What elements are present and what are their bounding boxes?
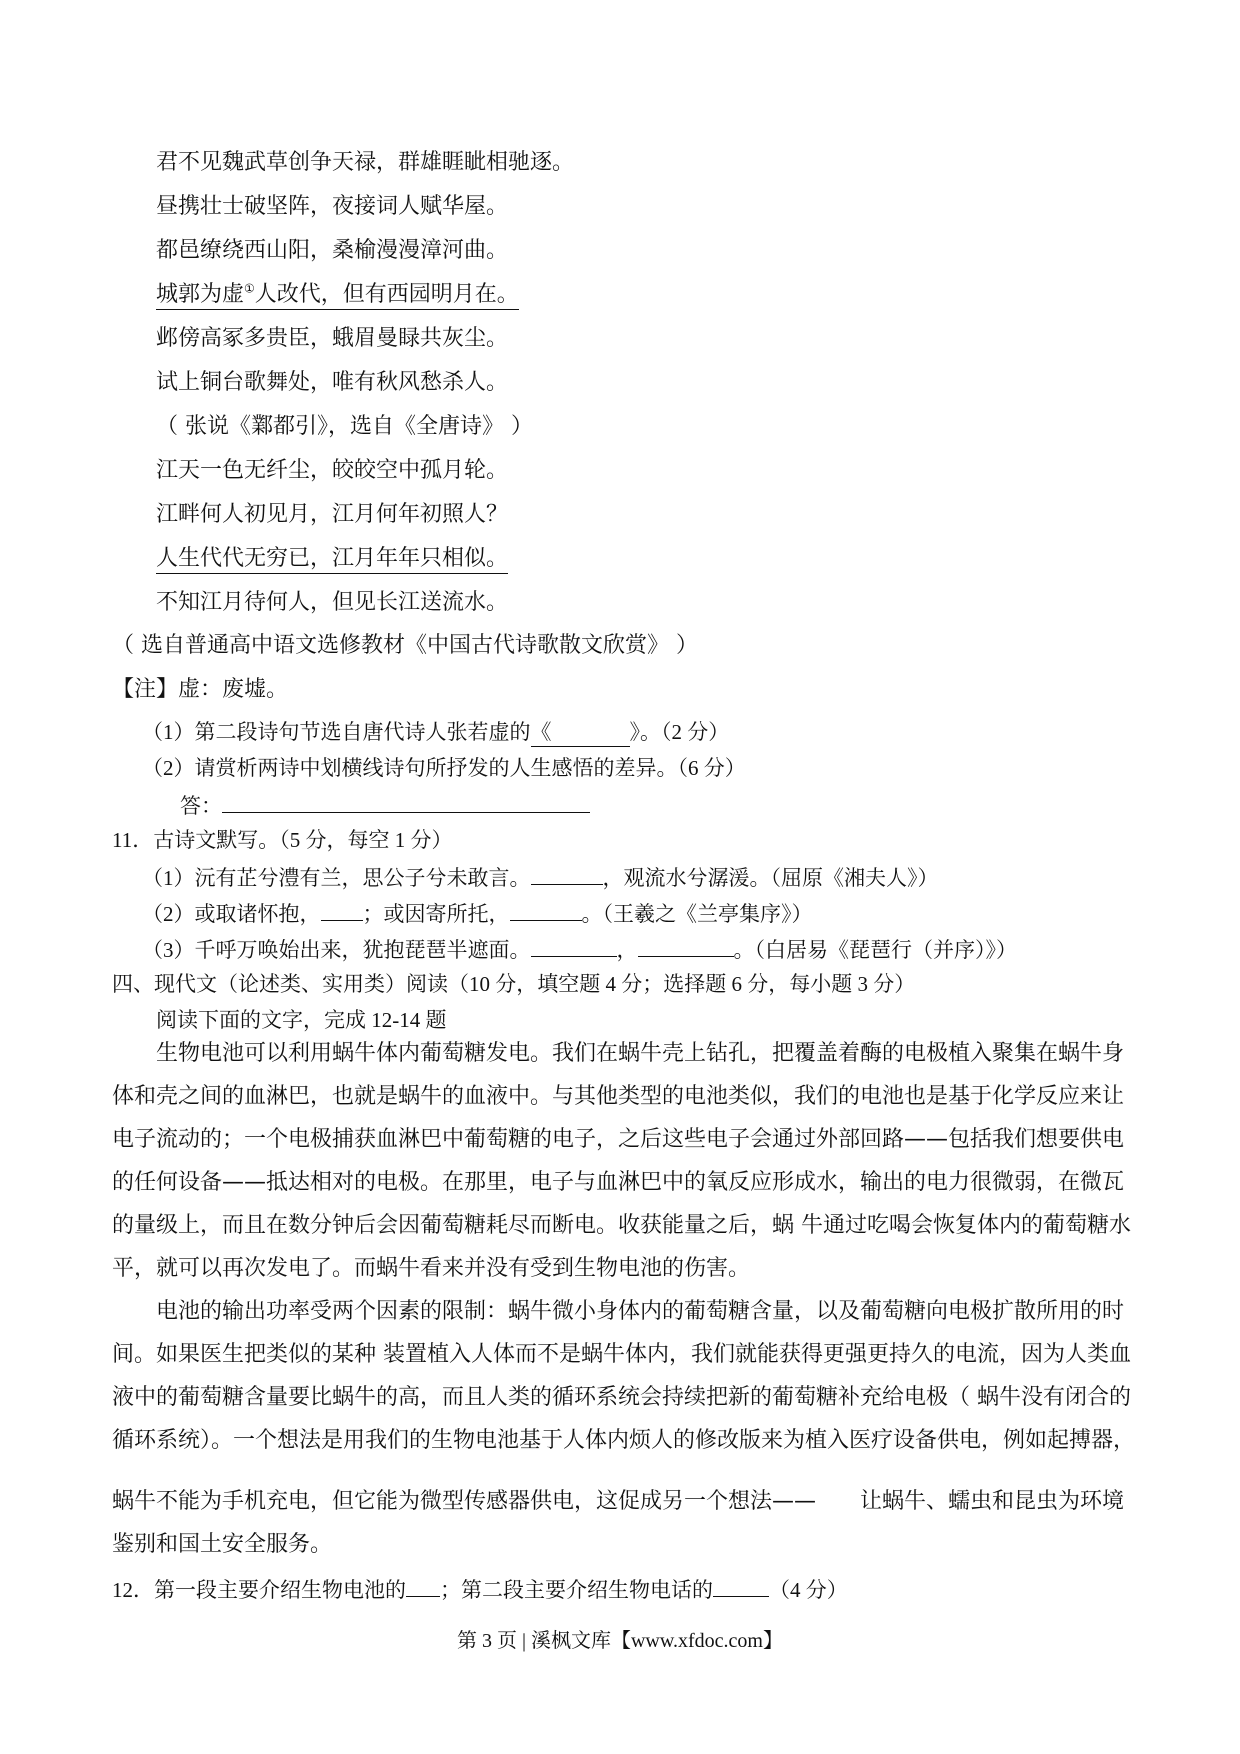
poem1-line-4-underlined	[156, 282, 519, 310]
footnote: 【注】虚：废墟。	[112, 677, 289, 702]
section4-instruction: 阅读下面的文字，完成 12-14 题	[156, 1008, 447, 1032]
q11-sub2-blank-1[interactable]	[321, 900, 363, 921]
q11-sub3-mid: ，	[616, 938, 638, 962]
q11-sub1	[142, 864, 939, 891]
q11-sub1-blank[interactable]	[531, 864, 603, 885]
poem1-line-3: 都邑缭绕西山阳，桑榆漫漫漳河曲。	[156, 238, 509, 263]
article-paragraph-1	[112, 1032, 1132, 1290]
article-p1-line-1: 生物电池可以利用蜗牛体内葡萄糖发电。我们在蜗牛壳上钻孔，把覆盖着酶的电极植入聚集在蜗牛身	[156, 1041, 1125, 1066]
q11-sub2-blank-2[interactable]	[510, 900, 582, 921]
q11-sub2-mid: ；或因寄所托，	[362, 902, 510, 926]
q10-sub1-tail: 》。（2 分）	[629, 720, 730, 744]
poem1-line-5: 邺傍高冢多贵臣，蛾眉曼睩共灰尘。	[156, 326, 509, 351]
article-p2-line-3: 液中的葡萄糖含量要比蜗牛的高，而且人类的循环系统会持续把新的葡萄糖补充给电极（ 蜗牛没有闭合的	[112, 1385, 1131, 1410]
article-p2-line-4: 循环系统）。一个想法是用我们的生物电池基于人体内烦人的修改版来为植入医疗设备供电，例如起搏器，	[112, 1428, 1136, 1453]
q10-answer	[180, 792, 590, 819]
answer-label: 答：	[180, 794, 222, 818]
poem1-line-4	[156, 282, 519, 309]
poem2-line-1: 江天一色无纤尘，皎皎空中孤月轮。	[156, 458, 509, 483]
q11-sub3-text: （3）千呼万唤始出来，犹抱琵琶半遮面。	[142, 938, 531, 962]
article-p1-line-3: 电子流动的；一个电极捕获血淋巴中葡萄糖的电子，之后这些电子会通过外部回路——包括我们想要供电	[112, 1127, 1125, 1152]
q10-sub2: （2）请赏析两诗中划横线诗句所抒发的人生感悟的差异。（6 分）	[142, 756, 746, 780]
poem1-line-1: 君不见魏武草创争天禄，群雄睚眦相驰逐。	[156, 150, 575, 175]
q11-sub3-blank-2[interactable]	[638, 936, 734, 957]
poem1-line-4-part-b: 人改代，但有西园明月在。	[254, 282, 519, 308]
article-paragraph-2	[112, 1290, 1136, 1462]
poem2-line-3-underlined: 人生代代无穷已，江月年年只相似。	[156, 546, 508, 574]
article-p2-line-2: 间。如果医生把类似的某种 装置植入人体而不是蜗牛体内，我们就能获得更强更持久的电流，因为人类血	[112, 1342, 1131, 1367]
q11-sub2-text: （2）或取诸怀抱，	[142, 902, 321, 926]
q12-mid: ；第二段主要介绍生物电话的	[440, 1578, 713, 1602]
poem2-source: （ 选自普通高中语文选修教材《中国古代诗歌散文欣赏》 ）	[112, 633, 698, 658]
article-p3-line-2: 鉴别和国土安全服务。	[112, 1532, 333, 1557]
poem1-line-2: 昼携壮士破坚阵，夜接词人赋华屋。	[156, 194, 509, 219]
section4-title: 四、现代文（论述类、实用类）阅读（10 分，填空题 4 分；选择题 6 分，每小题 3 分）	[112, 972, 916, 996]
q11-sub1-tail: ，观流水兮潺湲。（屈原《湘夫人》）	[602, 866, 939, 890]
q11-sub3-tail: 。（白居易《琵琶行（并序）》）	[733, 938, 1017, 962]
q12-tail: （4 分）	[769, 1578, 848, 1602]
q10-sub1-bracket-open: 《	[530, 720, 552, 744]
q12-blank-1[interactable]	[406, 1576, 440, 1597]
q10-sub1-text: （1）第二段诗句节选自唐代诗人张若虚的	[142, 720, 531, 744]
poem1-source: （ 张说《鄴都引》，选自《全唐诗》 ）	[156, 414, 533, 439]
q11-sub3-blank-1[interactable]	[531, 936, 617, 957]
article-p3-line-1: 蜗牛不能为手机充电，但它能为微型传感器供电，这促成另一个想法—— 让蜗牛、蠕虫和昆虫为环境	[112, 1489, 1125, 1514]
article-paragraph-3	[112, 1480, 1132, 1566]
q11-title: 11．古诗文默写。（5 分，每空 1 分）	[112, 828, 453, 852]
poem1-line-6: 试上铜台歌舞处，唯有秋风愁杀人。	[156, 370, 509, 395]
article-p1-line-5: 的量级上，而且在数分钟后会因葡萄糖耗尽而断电。收获能量之后，蜗 牛通过吃喝会恢复体内的葡萄糖水	[112, 1213, 1131, 1238]
q12	[112, 1576, 848, 1603]
q11-sub1-text: （1）沅有芷兮澧有兰，思公子兮未敢言。	[142, 866, 531, 890]
article-p2-line-1: 电池的输出功率受两个因素的限制：蜗牛微小身体内的葡萄糖含量，以及葡萄糖向电极扩散所用的时	[156, 1299, 1125, 1324]
q11-sub2	[142, 900, 813, 927]
q12-text: 12．第一段主要介绍生物电池的	[112, 1578, 406, 1602]
q11-sub2-tail: 。（王羲之《兰亭集序》）	[581, 902, 813, 926]
q12-blank-2[interactable]	[713, 1576, 769, 1597]
poem1-line-4-part-a: 城郭为虚	[156, 282, 245, 308]
article-p1-line-2: 体和壳之间的血淋巴，也就是蜗牛的血液中。与其他类型的电池类似，我们的电池也是基于化学反应来让	[112, 1084, 1125, 1109]
q10-sub1-blank	[531, 720, 630, 747]
article-p1-line-4: 的任何设备——抵达相对的电极。在那里，电子与血淋巴中的氧反应形成水，输出的电力很微弱，在微瓦	[112, 1170, 1125, 1195]
poem2-line-2: 江畔何人初见月，江月何年初照人？	[156, 502, 509, 527]
poem2-line-3	[156, 546, 508, 572]
article-p1-line-6: 平，就可以再次发电了。而蜗牛看来并没有受到生物电池的伤害。	[112, 1256, 751, 1281]
page-footer: 第 3 页 | 溪枫文库【www.xfdoc.com】	[456, 1630, 783, 1652]
poem2-line-4: 不知江月待何人，但见长江送流水。	[156, 590, 509, 615]
q11-sub3	[142, 936, 1017, 963]
q10-sub1	[142, 720, 729, 745]
footnote-marker: ①	[244, 282, 255, 296]
answer-line[interactable]	[222, 792, 590, 813]
